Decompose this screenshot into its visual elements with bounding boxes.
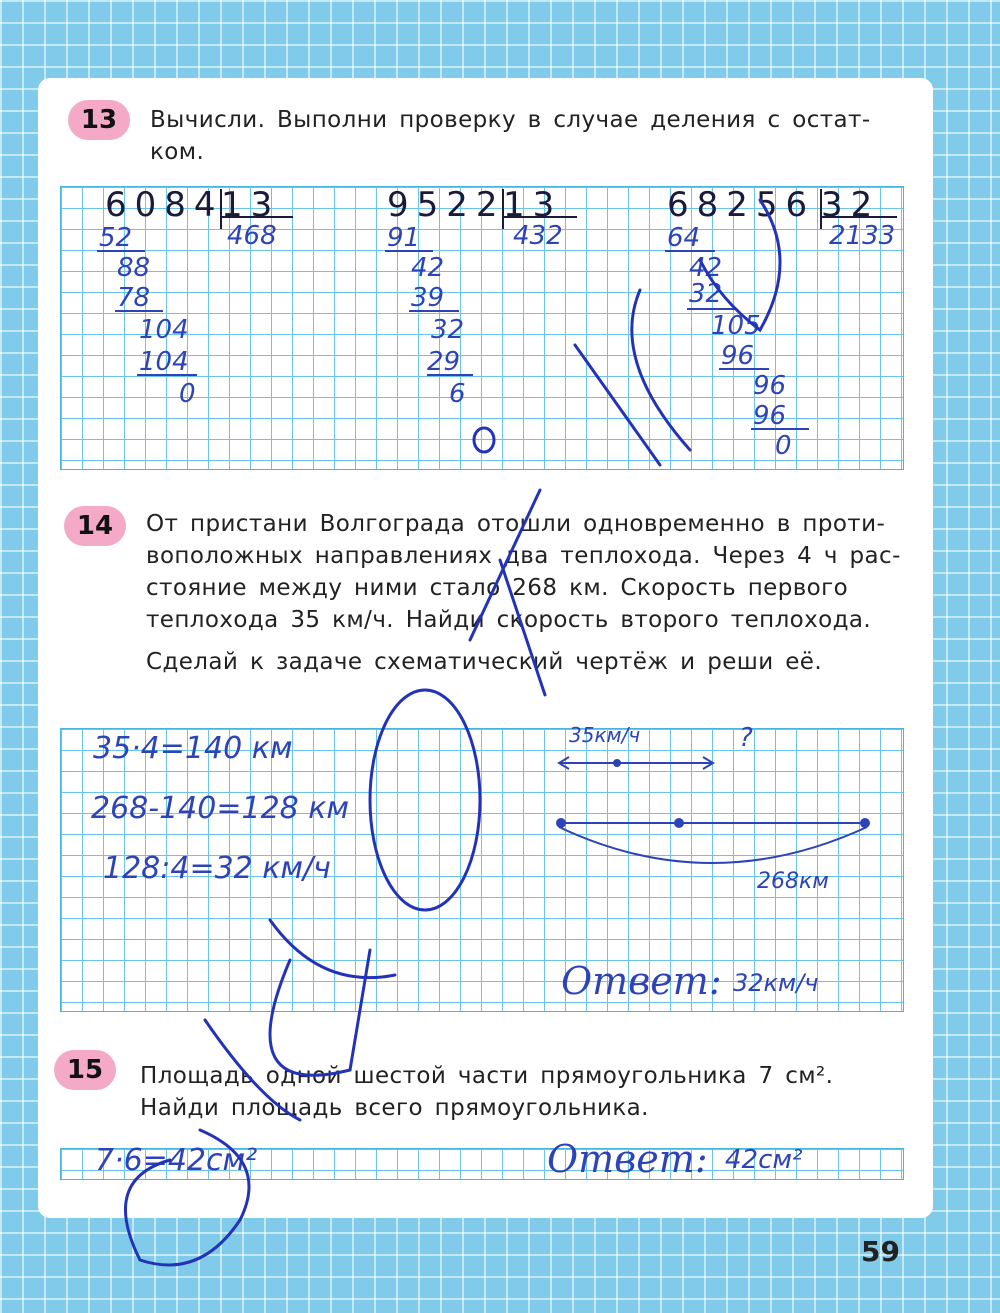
page-number: 59 [861, 1235, 900, 1268]
div1-step: 0 [179, 379, 196, 409]
diagram-total-label: 268км [757, 869, 829, 894]
div1-step: 104 [139, 315, 189, 345]
div1-step: 104 [139, 347, 189, 377]
answer-value: 42см² [725, 1145, 803, 1175]
div1-step: 88 [117, 253, 151, 283]
diagram-speed-label: 35км/ч [569, 723, 641, 747]
diagram-question-mark: ? [739, 723, 753, 753]
div3-step: 96 [753, 371, 787, 401]
div3-step: 64 [667, 223, 701, 253]
div2-dividend: 9522 [387, 185, 506, 225]
div3-step: 105 [711, 311, 761, 341]
task-15-text: Площадь одной шестой части прямоугольника 7 см². Найди площадь всего прямоугольника. [140, 1063, 834, 1121]
task-14-grid [60, 723, 904, 1012]
div3-step: 0 [775, 431, 792, 461]
div3-step: 96 [721, 341, 755, 371]
task-15-solution: 7·6=42см² [95, 1143, 258, 1178]
div3-step: 42 [689, 253, 723, 283]
answer-value: 32км/ч [733, 969, 819, 997]
div2-divisor: 13 [503, 185, 563, 225]
workbook-page [38, 78, 933, 1218]
div2-step: 91 [387, 223, 421, 253]
solution-line-1: 35·4=140 км [93, 731, 293, 766]
task-13-badge: 13 [68, 100, 130, 140]
task-13-grid [60, 186, 904, 470]
div1-divisor: 13 [221, 185, 281, 225]
div2-step: 32 [431, 315, 465, 345]
div2-step: 39 [411, 283, 445, 313]
task-13-text: Вычисли. Выполни проверку в случае деления с остат- ком. [150, 107, 871, 165]
div2-step: 6 [449, 379, 466, 409]
div1-quotient: 468 [227, 221, 277, 251]
task-14-instruction: Сделай к задаче схематический чертёж и реши её. [146, 649, 823, 675]
div3-divisor: 32 [821, 185, 881, 225]
div1-step: 78 [117, 283, 151, 313]
div3-dividend: 68256 [667, 185, 816, 225]
task-15-badge: 15 [54, 1050, 116, 1090]
answer-label: Ответ: [547, 1137, 708, 1181]
answer-label: Ответ: [561, 959, 722, 1003]
task-14-text: От пристани Волгограда отошли одновременно в проти- воположных направлениях два теплохода. Через 4 ч рас- стояние между ними стало 268 км. Скорость первого теплохода 35 км/ч. Найди скорость второго теплохода. Сделай к задаче схематический чертёж и реши её. [146, 508, 916, 678]
div3-step: 96 [753, 401, 787, 431]
div2-step: 42 [411, 253, 445, 283]
div2-step: 29 [427, 347, 461, 377]
div1-dividend: 6084 [105, 185, 224, 225]
div3-quotient: 2133 [829, 221, 896, 251]
task-14-badge: 14 [64, 506, 126, 546]
div1-step: 52 [99, 223, 133, 253]
div3-step: 32 [689, 279, 723, 309]
div2-quotient: 432 [513, 221, 563, 251]
solution-line-2: 268-140=128 км [91, 791, 350, 826]
solution-line-3: 128:4=32 км/ч [103, 851, 331, 886]
task-15-grid [60, 1137, 904, 1181]
